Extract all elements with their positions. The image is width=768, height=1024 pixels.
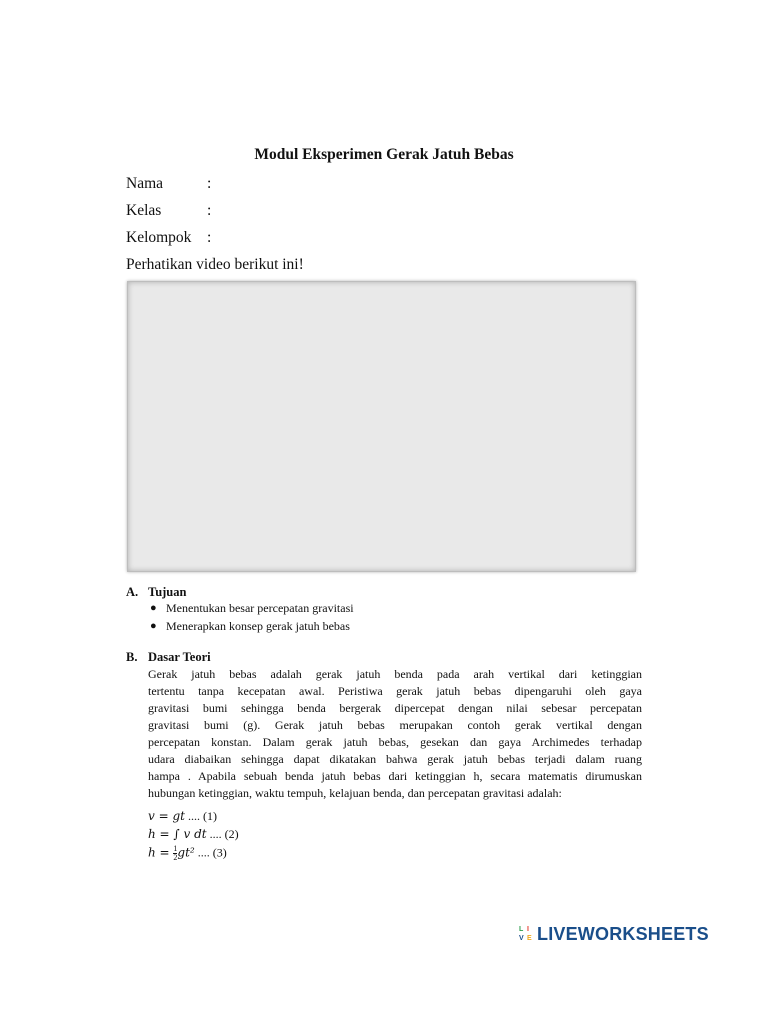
fraction-numerator: 1 xyxy=(173,844,178,853)
formula-2-math: ℎ = ∫ v dt xyxy=(148,827,207,841)
nama-colon: : xyxy=(207,175,212,192)
formula-3-rhs: gt² xyxy=(177,845,195,860)
formula-3-label: .... (3) xyxy=(197,845,227,860)
formula-2-label: .... (2) xyxy=(209,827,239,841)
tujuan-item: Menentukan besar percepatan gravitasi xyxy=(166,601,354,615)
kelompok-input[interactable] xyxy=(218,229,472,251)
section-b-title: Dasar Teori xyxy=(148,650,211,664)
paragraph-line: percepatan konstan. Dalam gerak jatuh bebas, gesekan dan gaya Archimedes terhadap xyxy=(148,735,642,749)
paragraph-line: gravitasi bumi (g). Gerak jatuh bebas merupakan contoh gerak vertikal dengan xyxy=(148,718,642,732)
kelompok-label: Kelompok xyxy=(126,229,192,246)
logo-mark-letter: L xyxy=(519,925,524,933)
paragraph-line: hampa . Apabila sebuah benda jatuh bebas dari ketinggian h, secara matematis dirumuskan xyxy=(148,769,642,783)
dasar-teori-paragraph xyxy=(148,666,642,802)
formula-2 xyxy=(148,827,239,842)
logo-mark-letter: E xyxy=(527,934,532,942)
kelompok-colon: : xyxy=(207,229,212,246)
paragraph-line: hubungan ketinggian, waktu tempuh, kelajuan benda, dan percepatan gravitasi adalah: xyxy=(148,786,562,800)
formula-3 xyxy=(148,845,227,862)
logo-mark-letter: I xyxy=(527,925,529,933)
section-b-letter: B. xyxy=(126,650,138,664)
bullet-icon: ● xyxy=(150,602,157,614)
paragraph-line: gravitasi bumi sehingga benda bergerak dipercepat dengan nilai sebesar percepatan xyxy=(148,701,642,715)
liveworksheets-mark-icon xyxy=(519,926,535,944)
kelas-input[interactable] xyxy=(218,202,472,224)
paragraph-line: tertentu tanpa kecepatan awal. Peristiwa gerak jatuh bebas dipengaruhi oleh gaya xyxy=(148,684,642,698)
bullet-icon: ● xyxy=(150,620,157,632)
nama-label: Nama xyxy=(126,175,164,192)
formula-1-label: .... (1) xyxy=(187,809,217,823)
section-a-title: Tujuan xyxy=(148,585,187,599)
paragraph-line: udara diabaikan sehingga dapat dikatakan bahwa gerak jatuh bebas terjadi dalam ruang xyxy=(148,752,642,766)
formula-1-math: v = gt xyxy=(148,809,185,823)
page-title: Modul Eksperimen Gerak Jatuh Bebas xyxy=(254,146,514,163)
liveworksheets-logo xyxy=(519,924,709,945)
paragraph-line: Gerak jatuh bebas adalah gerak jatuh benda pada arah vertikal dari ketinggian xyxy=(148,667,642,681)
section-a-letter: A. xyxy=(126,585,139,599)
fraction-denominator: 2 xyxy=(173,853,178,862)
video-player[interactable] xyxy=(127,281,636,572)
liveworksheets-wordmark: LIVEWORKSHEETS xyxy=(537,924,709,944)
kelas-label: Kelas xyxy=(126,202,162,219)
nama-input[interactable] xyxy=(218,175,472,197)
formula-1 xyxy=(148,809,217,824)
kelas-colon: : xyxy=(207,202,212,219)
video-instruction: Perhatikan video berikut ini! xyxy=(126,256,304,273)
tujuan-item: Menerapkan konsep gerak jatuh bebas xyxy=(166,619,350,633)
logo-mark-letter: V xyxy=(519,934,524,942)
formula-3-lhs: ℎ = xyxy=(148,845,174,860)
